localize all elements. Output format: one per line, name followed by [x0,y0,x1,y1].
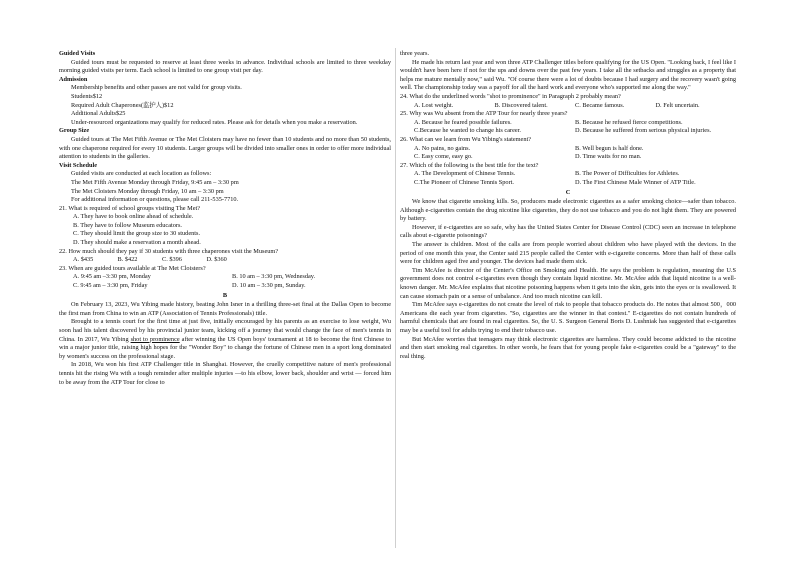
q26-option: C. Easy come, easy go. [414,153,473,161]
q23-options-row [59,282,391,291]
q24-options [400,102,736,111]
group-size-body: Guided tours at The Met Fifth Avenue or The Met Cloisters may have no fewer than 10 students and no more than 50 students, with one chaperone required for every 10 students. Larger groups will be divided into smaller ones in order to offer more individual attention to students in the galleries. [59,135,392,161]
q25-options-row [400,119,736,128]
passage-c-paragraph: We know that cigarette smoking kills. So, producers made electronic cigarettes as a safer smoking choice—safer than tobacco. Although e-cigarettes contain the drug nicotine like cigarettes, they do not use tobacco and you do not light them. They are powered by battery. [400,198,736,223]
q21-option: B. They have to follow Museum educators. [73,221,183,229]
q22-options [59,256,391,265]
q27-option: A. The Development of Chinese Tennis. [414,170,516,178]
q23-stem: 23. When are guided tours available at The Met Cloisters? [59,264,206,272]
admission-line: Required Adult Chaperones(监护人)$12 [71,101,174,109]
q25-option: B. Because he refused fierce competitions. [575,118,683,126]
q25-option: D. Because he suffered from serious physical injuries. [575,127,712,135]
admission-heading: Admission [59,75,88,83]
underlined-phrase: shot to prominence [130,335,180,343]
right-column [400,50,736,361]
q22-option: D. $360 [206,256,227,264]
q27-options-row [400,170,736,179]
admission-line: Additional Adults$25 [71,110,126,118]
q22-option: A. $435 [73,256,94,264]
schedule-line: Guided visits are conducted at each location as follows: [71,170,212,178]
q22-option: B. $422 [117,256,138,264]
passage-c-paragraph: The answer is children. Most of the calls are from people worried about children who have played with the devices. In the period of one month this year, the Center said 215 people called the Center with e-cigarette concerns. More than half of these calls were for children aged five and younger. The devices had made them sick. [400,241,736,266]
q23-options-row [59,273,391,282]
passage-b-paragraph [59,318,391,361]
section-b-label: B [222,291,228,299]
q27-option: D. The First Chinese Male Winner of ATP Title. [575,178,696,186]
q21-option: C. They should limit the group size to 30 students. [73,230,201,238]
q25-option: A. Because he feared possible failures. [414,118,512,126]
q23-option: A. 9:45 am –3:30 pm, Monday [73,273,151,281]
q26-option: D. Time waits for no man. [575,153,642,161]
q24-option: C. Became famous. [575,101,625,109]
q21-option: A. They have to book online ahead of schedule. [73,213,194,221]
left-column [59,50,391,387]
q26-option: A. No pains, no gains. [414,144,471,152]
passage-c-paragraph: Tim McAfee is director of the Center's Office on Smoking and Health. He says the problem is regulation, meaning the U.S government does not control e-cigarettes even though they contain liquid nicotine. Mr. McAfee adds that liquid nicotine is a well-known danger. Mr. McAfee explains that nicotine poisoning happens when it gets into the skin, gets into the eyes or is swallowed. It can cause stomach pain or a sense of unbalance. And too much nicotine can kill. [400,266,736,300]
passage-b-paragraph: In 2018, Wu won his first ATP Challenger title in Shanghai. However, the cruelly competitive nature of men's professional tennis hit the rising Wu with a tough reminder after multiple injuries —to his elbow, lower back, shoulder and wrist — forced him to be away from the ATP Tour for close to [59,361,391,386]
q24-option: A. Lost weight. [414,101,454,109]
schedule-line: For additional information or questions, please call 211-535-7710. [71,196,239,204]
q21-stem: 21. What is required of school groups visiting The Met? [59,204,201,212]
q26-options-row [400,145,736,154]
q27-option: C.The Pioneer of Chinese Tennis Sport. [414,178,515,186]
visit-schedule-heading: Visit Schedule [59,161,98,169]
q26-options-row [400,153,736,162]
passage-b-paragraph: On February 13, 2023, Wu Yibing made history, beating John Isner in a thrilling three-set final at the Dallas Open to become the first man from China to win an ATP (Association of Tennis Professionals) title. [59,301,391,317]
admission-line: Membership benefits and other passes are not valid for group visits. [71,84,242,92]
schedule-line: The Met Fifth Avenue Monday through Friday, 9:45 am – 3:30 pm [71,178,239,186]
passage-b-text: Brought to a tennis court for the first time at just five, initially encouraged by his parents as an exercise to lose weight, Wu soon had his talent discovered by his provincial junior team, kicking off a journey that would change the face of men's tennis in China. In 2017, Wu Yibing [59,318,391,343]
admission-note: Under-resourced organizations may qualify for reduced rates. Please ask for details when you make a reservation. [71,118,358,126]
q25-option: C.Because he wanted to change his career. [414,127,522,135]
q23-option: D. 10 am – 3:30 pm, Sunday. [232,282,306,290]
q24-option: B. Discovered talent. [494,101,548,109]
passage-c-paragraph: However, if e-cigarettes are so safe, why has the United States Center for Disease Control (CDC) seen an increase in telephone calls about e-cigarette poisonings? [400,223,736,240]
q26-stem: 26. What can we learn from Wu Yibing's statement? [400,135,532,143]
section-c-label: C [565,188,571,196]
schedule-line: The Met Cloisters Monday through Friday, 10 am – 3:30 pm [71,187,224,195]
q22-stem: 22. How much should they pay if 30 students with three chaperones visit the Museum? [59,247,279,255]
q25-stem: 25. Why was Wu absent from the ATP Tour for nearly three years? [400,110,568,118]
passage-c-paragraph: But McAfee worries that teenagers may think electronic cigarettes are harmless. They could become addicted to the nicotine and then start smoking real cigarettes. In other words, he fears that for young people fake e-cigarettes could be a "gateway" to the real thing. [400,335,736,360]
group-size-heading: Group Size [59,127,90,135]
q27-stem: 27. Which of the following is the best title for the text? [400,161,539,169]
q26-option: B. Well begun is half done. [575,144,644,152]
q22-option: C. $396 [162,256,182,264]
q25-options-row [400,127,736,136]
q23-option: B. 10 am – 3:30 pm, Wednesday. [232,273,316,281]
guided-visits-heading: Guided Visits [59,50,96,57]
q23-option: C. 9:45 am – 3:30 pm, Friday [73,282,148,290]
q24-option: D. Felt uncertain. [655,101,700,109]
q27-option: B. The Power of Difficulties for Athletes. [575,170,680,178]
passage-b-paragraph: He made his return last year and won three ATP Challenger titles before qualifying for the US Open. "Looking back, I feel like I wouldn't have been here if not for the ups and downs over the past few years. I take all the setbacks and struggles as a property that helps me mature mentally now," said Wu. "Of course there were a lot of doubts because I had surgery and the recovery wasn't going well. The championship today was a payoff for all the hard work and everyone who's supported me along the way." [400,58,736,92]
passage-b-continued: three years. [400,50,430,57]
passage-c-paragraph: Tim McAfee says e-cigarettes do not create the level of risk to people that tobacco products do. He notes that almost 500，000 Americans die each year from cigarettes. "So, cigarettes are the winner in that contest." E-cigarettes do not contain hundreds of harmful chemicals that are found in real cigarettes. So, the U. S. Surgeon General Boris D. Lushniak has suggested that e-cigarettes may be a useful tool for adults trying to end their tobacco use. [400,301,736,334]
guided-visits-body: Guided tours must be requested to reserve at least three weeks in advance. Individual schools are limited to three weekday morning guided visits per term. Each school is limited to one group visit per day. [59,58,391,75]
q21-option: D. They should make a reservation a month ahead. [73,239,201,247]
q24-stem: 24. What do the underlined words "shot to prominence" in Paragraph 2 probably mean? [400,92,621,100]
passage-b-text: after winning the US Open boys' tournament at 18 to become the first Chinese to win a major junior title, raising high hopes for the "Wonder Boy" to change the fortune of Chinese men in a sport long dominated by women's success on the professional stage. [59,335,391,360]
q27-options-row [400,179,736,188]
admission-line: Students$12 [71,92,103,100]
column-divider [395,48,396,548]
